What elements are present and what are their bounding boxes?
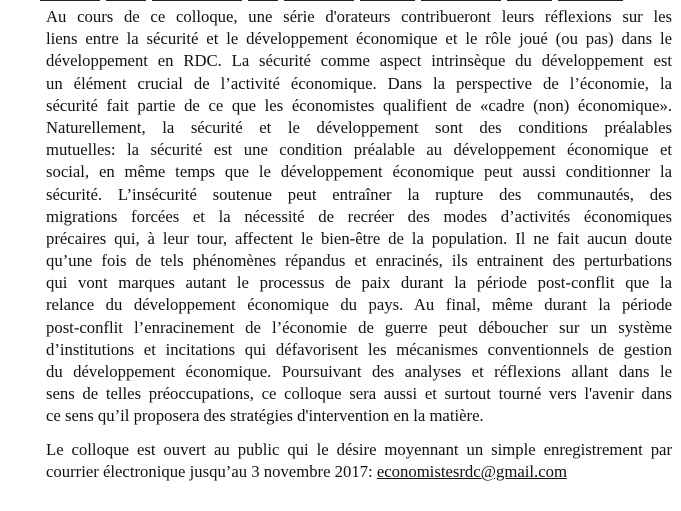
text-line: liens entre la sécurité et le développement économique et le rôle joué (ou pas) dans le <box>46 29 672 49</box>
text-line: migrations forcées et la nécessité de recréer des modes d’activités économiques <box>46 206 672 226</box>
text-line: développement en RDC. La sécurité comme aspect intrinsèque du développement est <box>46 51 672 71</box>
text-line: ce sens qu’il proposera des stratégies d'intervention en la matière. <box>46 406 484 426</box>
text-line: sens de telles préoccupations, ce colloque sera aussi et surtout tourné vers l'avenir dans <box>46 384 672 404</box>
cropped-text-line <box>40 0 660 1</box>
text-line: d’institutions et incitations qui défavorisent les mécanismes conventionnels de gestion <box>46 339 672 359</box>
text-line: Le colloque est ouvert au public qui le désire moyennant un simple enregistrement par <box>46 439 672 459</box>
text-line: qu’une fois de tels phénomènes répandus et enracinés, ils entrainent des perturbations <box>46 251 672 271</box>
text-line: un élément crucial de l’activité économique. Dans la perspective de l’économie, la <box>46 73 672 93</box>
text-line: précaires qui, à leur tour, affectent le bien-être de la population. Il ne fait aucun doute <box>46 228 672 248</box>
paragraph-colloque-description <box>46 6 672 428</box>
text-line: mutuelles: la sécurité est une condition préalable au développement économique et <box>46 140 672 160</box>
text-line: du développement économique. Poursuivant des analyses et réflexions allant dans le <box>46 362 672 381</box>
text-line: Naturellement, la sécurité et le développement sont des conditions préalables <box>46 117 672 137</box>
paragraph-registration <box>46 439 672 483</box>
document-body <box>46 6 672 494</box>
text-line: post-conflit l’enracinement de l’économie de guerre peut déboucher sur un système <box>46 317 672 337</box>
text-line: Au cours de ce colloque, une série d'orateurs contribueront leurs réflexions sur les <box>46 7 672 26</box>
text-line: sécurité. L’insécurité soutenue peut entraîner la rupture des communautés, des <box>46 184 672 204</box>
text-line: relance du développement économique du pays. Au final, même durant la période <box>46 295 672 315</box>
email-link[interactable]: economistesrdc@gmail.com <box>376 461 567 481</box>
text-line: sécurité fait partie de ce que les économistes qualifient de «cadre (non) économique». <box>46 95 672 115</box>
text-line: qui vont marques autant le processus de paix durant la période post-conflit que la <box>46 273 672 293</box>
text-line-with-email <box>46 461 672 483</box>
text-line: social, en même temps que le développement économique peut aussi conditionner la <box>46 162 672 182</box>
text-line: courrier électronique jusqu’au 3 novembre 2017: <box>46 461 377 481</box>
